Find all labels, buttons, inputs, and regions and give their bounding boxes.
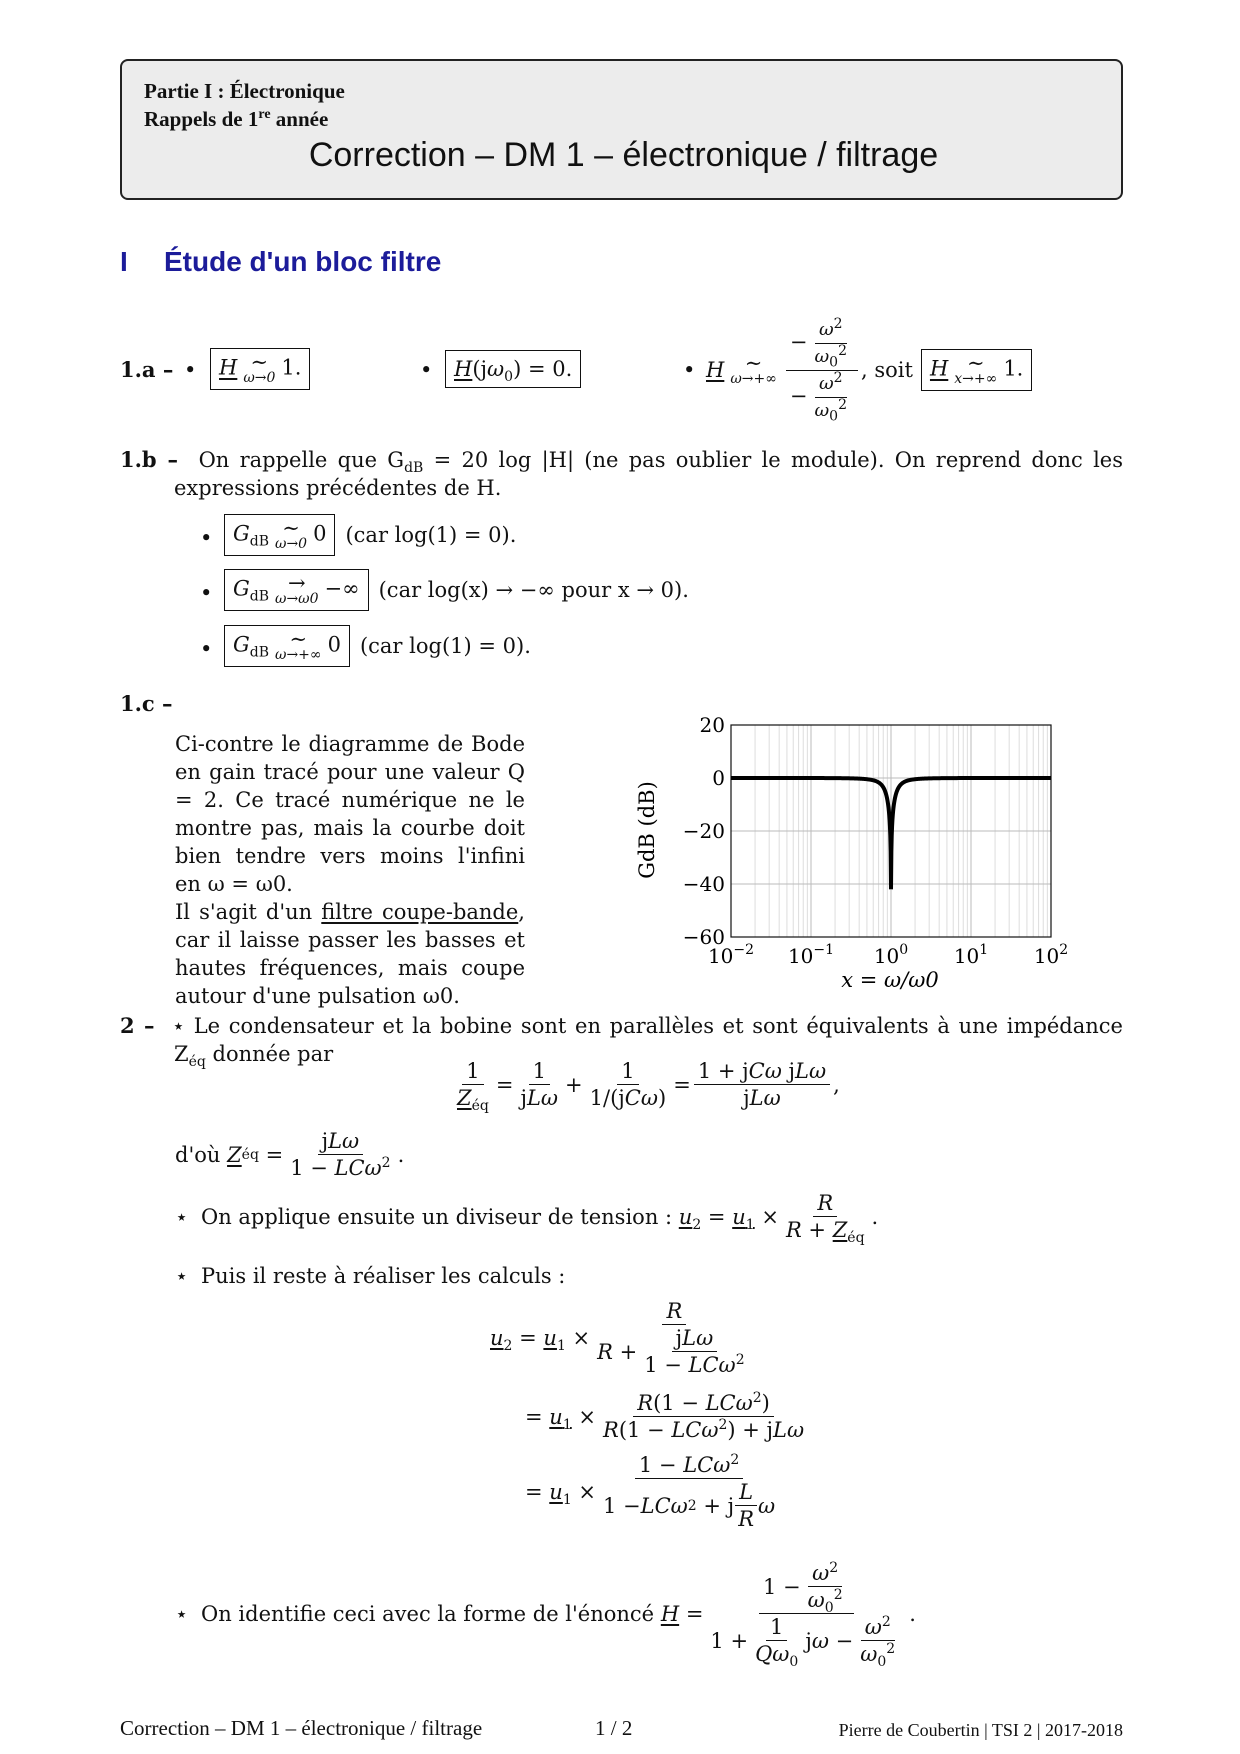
x-tick-label: $10^{-2}$ — [707, 942, 755, 968]
y-tick-label: −60 — [682, 925, 725, 949]
bullet: • — [184, 358, 197, 382]
x-axis-label: x = ω/ω0 — [841, 968, 939, 992]
section-number: I — [120, 246, 128, 277]
q1a-label: 1.a – — [120, 357, 174, 382]
filter-type-link: filtre coupe-bande — [321, 900, 519, 924]
bullet: • — [420, 358, 433, 382]
recall-end: année — [270, 107, 329, 131]
y-ticks — [683, 715, 725, 949]
q1a-result-2: $H(j\omega_0) = 0$. — [445, 350, 581, 388]
q1b-item-1: $G_{dB}$ ∼ ω→0 0 (car log(1) = 0). — [224, 514, 516, 556]
q1a-result-3: H ∼ x→+∞ 1. — [921, 349, 1032, 391]
q2-intro: 2 – ⋆ Le condensateur et la bobine sont en parallèles et sont équivalents à une impédance $Z_{éq}$ donnée par — [120, 1013, 1123, 1071]
recall-sup: re — [258, 107, 271, 122]
q1b-label: 1.b – — [120, 447, 179, 472]
section-heading — [120, 248, 441, 276]
q1a-equation-3: H ∼ ω→+∞ − $\frac{\omega^2}{\omega_0^2}$ − $\frac{\omega^2}{\omega_0^2}$ , soit H ∼ x→+∞ 1. — [706, 310, 1032, 430]
q1c-label: 1.c – — [120, 691, 173, 716]
equation-zeq-inverse: $\frac{1}{Z_{éq}}$ = $\frac{1}{\text{jLω}}$ + $\frac{1}{\text{1/(jCω)}}$ = $\frac{\text{1 + jCω jLω}}{\text{jLω}}$ , — [457, 1059, 840, 1115]
y-tick-label: −40 — [682, 872, 725, 896]
q1a-result-1: H ∼ ω→0 1. — [210, 348, 310, 390]
recall-label — [144, 105, 328, 133]
section-title-text: Étude d'un bloc filtre — [164, 246, 442, 277]
x-tick-label: $10^0$ — [873, 942, 909, 968]
bode-chart — [620, 715, 1080, 1000]
star-divider: ⋆ On applique ensuite un diviseur de tension : $u_2$ = $u_1$ × $\frac{R}{R + Z_{éq}}$ . — [175, 1191, 879, 1247]
footer-title: Correction – DM 1 – électronique / filtrage — [120, 1716, 483, 1740]
page-number: 1 / 2 — [595, 1716, 633, 1740]
header-box — [120, 59, 1123, 200]
q1b-item-3: $G_{dB}$ ∼ ω→+∞ 0 (car log(1) = 0). — [224, 625, 531, 667]
q1c-text: Ci-contre le diagramme de Bode en gain tracé pour une valeur Q = 2. Ce tracé numérique ne le montre pas, mais la courbe doit bien tendre vers moins l'infini en ω = ω0. Il s'agit d'un filtre coupe-bande, car il laisse passer les basses et hautes fréquences, mais coupe autour d'une pulsation ω0. — [175, 732, 525, 1008]
x-tick-label: $10^{-1}$ — [787, 942, 835, 968]
calc-step-3: = $u_1$ × 1 − LCω$^2$ 1 − LCω 2 + j $\frac{L}{R}$ ω — [525, 1452, 776, 1531]
star-identify: ⋆ On identifie ceci avec la forme de l'énoncé H = 1 − $\frac{\omega^2}{\omega_0^2}$ 1 + $\frac{1}{Q\omega_0}$ j ω − $\frac{\omega^2}{\omega_0^2}$ . — [175, 1560, 916, 1671]
q2-label: 2 – — [120, 1013, 155, 1038]
y-tick-label: 20 — [699, 715, 725, 737]
document-title: Correction – DM 1 – électronique / filtrage — [308, 136, 939, 174]
part-label: Partie I : Électronique — [144, 79, 345, 103]
calc-step-1: $u_2$ = $u_1$ × R R + $\frac{\text{jLω}}{1 - LC\omega^2}$ — [490, 1299, 745, 1377]
q1b-intro: 1.b – On rappelle que $G_{dB} = 20$ log |H| (ne pas oublier le module). On reprend donc les expressions précédentes de H. — [120, 447, 1123, 500]
calc-step-2: = $u_1$ × $\frac{R(1 - LC\omega^2)}{R(1 - LC\omega^2) + jL\omega}$ — [525, 1390, 805, 1442]
bullet: • — [683, 358, 696, 382]
y-tick-label: −20 — [682, 819, 725, 843]
bullet: • — [200, 581, 213, 605]
y-axis-label: GdB (dB) — [635, 781, 659, 879]
x-tick-label: $10^2$ — [1033, 942, 1069, 968]
star-calc: ⋆ Puis il reste à réaliser les calculs : — [175, 1264, 566, 1288]
footer-author: Pierre de Coubertin | TSI 2 | 2017-2018 — [838, 1720, 1123, 1740]
q1a-soit: , soit — [861, 358, 913, 382]
recall-text: Rappels de 1 — [144, 107, 259, 131]
y-tick-label: 0 — [712, 766, 725, 790]
bullet: • — [200, 637, 213, 661]
x-tick-label: $10^1$ — [953, 942, 989, 968]
x-ticks — [708, 942, 1068, 968]
q1b-item-2: $G_{dB}$ → ω→ω0 −∞ (car log(x) → −∞ pour x → 0). — [224, 569, 689, 611]
bullet: • — [200, 526, 213, 550]
equation-zeq: d'où Z éq = $\frac{\text{jLω}}{1 - LC\omega^2}$ . — [175, 1129, 405, 1180]
